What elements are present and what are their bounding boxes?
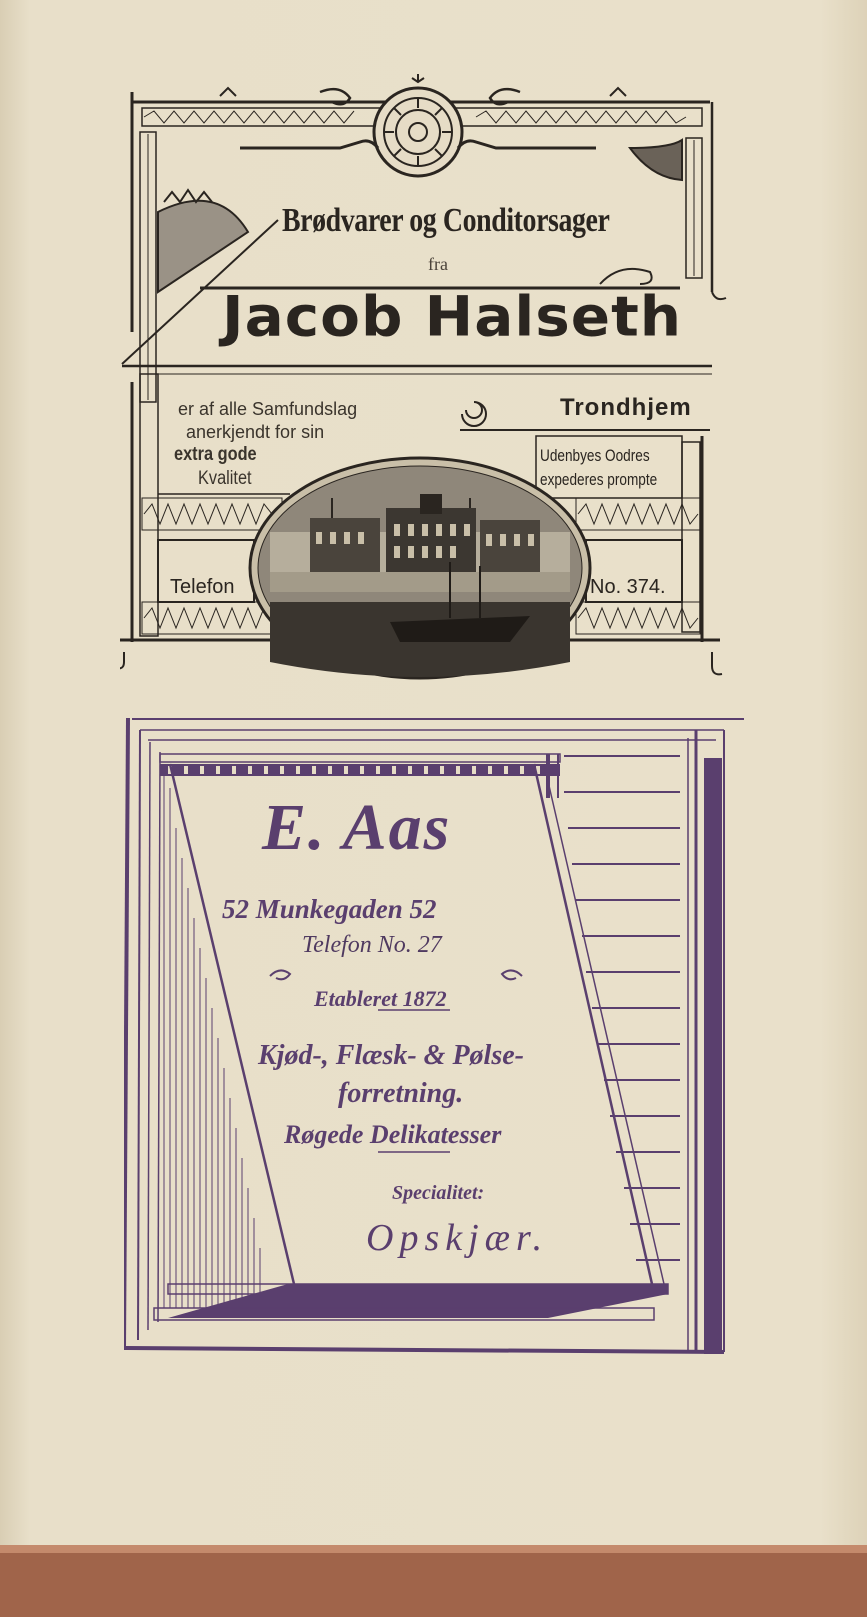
city-name: Trondhjem bbox=[560, 394, 692, 421]
butcher-business-name: E. Aas bbox=[262, 791, 452, 864]
from-label: fra bbox=[428, 254, 448, 274]
bakery-advertisement bbox=[120, 62, 740, 710]
trade-line-1: Kjød-, Flæsk- & Pølse- bbox=[258, 1040, 524, 1071]
bakery-phone-label: Telefon bbox=[170, 576, 235, 598]
specialty-label: Specialitet: bbox=[392, 1182, 485, 1204]
butcher-address: 52 Munkegaden 52 bbox=[222, 894, 437, 924]
bakery-business-name: Jacob Halseth bbox=[222, 284, 683, 349]
specialty-item: Opskjær. bbox=[366, 1217, 549, 1259]
bakery-phone-number: No. 374. bbox=[590, 576, 666, 598]
book-edge bbox=[0, 1545, 867, 1617]
established-year: Etableret 1872 bbox=[314, 986, 447, 1011]
butcher-advertisement bbox=[124, 718, 744, 1356]
claim-line-2: anerkjendt for sin bbox=[186, 422, 325, 442]
claim-line-4: Kvalitet bbox=[198, 468, 252, 489]
trade-line-2: forretning. bbox=[338, 1078, 464, 1109]
claim-line-1: er af alle Samfundslag bbox=[178, 399, 358, 419]
butcher-phone: Telefon No. 27 bbox=[302, 932, 442, 958]
trade-line-3: Røgede Delikatesser bbox=[284, 1120, 502, 1149]
orders-line-1: Udenbyes Oodres bbox=[540, 446, 650, 465]
harbour-building-engraving bbox=[250, 458, 590, 678]
bakery-headline: Brødvarer og Conditorsager bbox=[282, 202, 610, 239]
bakery-ornamental-frame bbox=[120, 62, 740, 710]
claim-line-3: extra gode bbox=[174, 444, 257, 465]
orders-line-2: expederes prompte bbox=[540, 470, 658, 489]
